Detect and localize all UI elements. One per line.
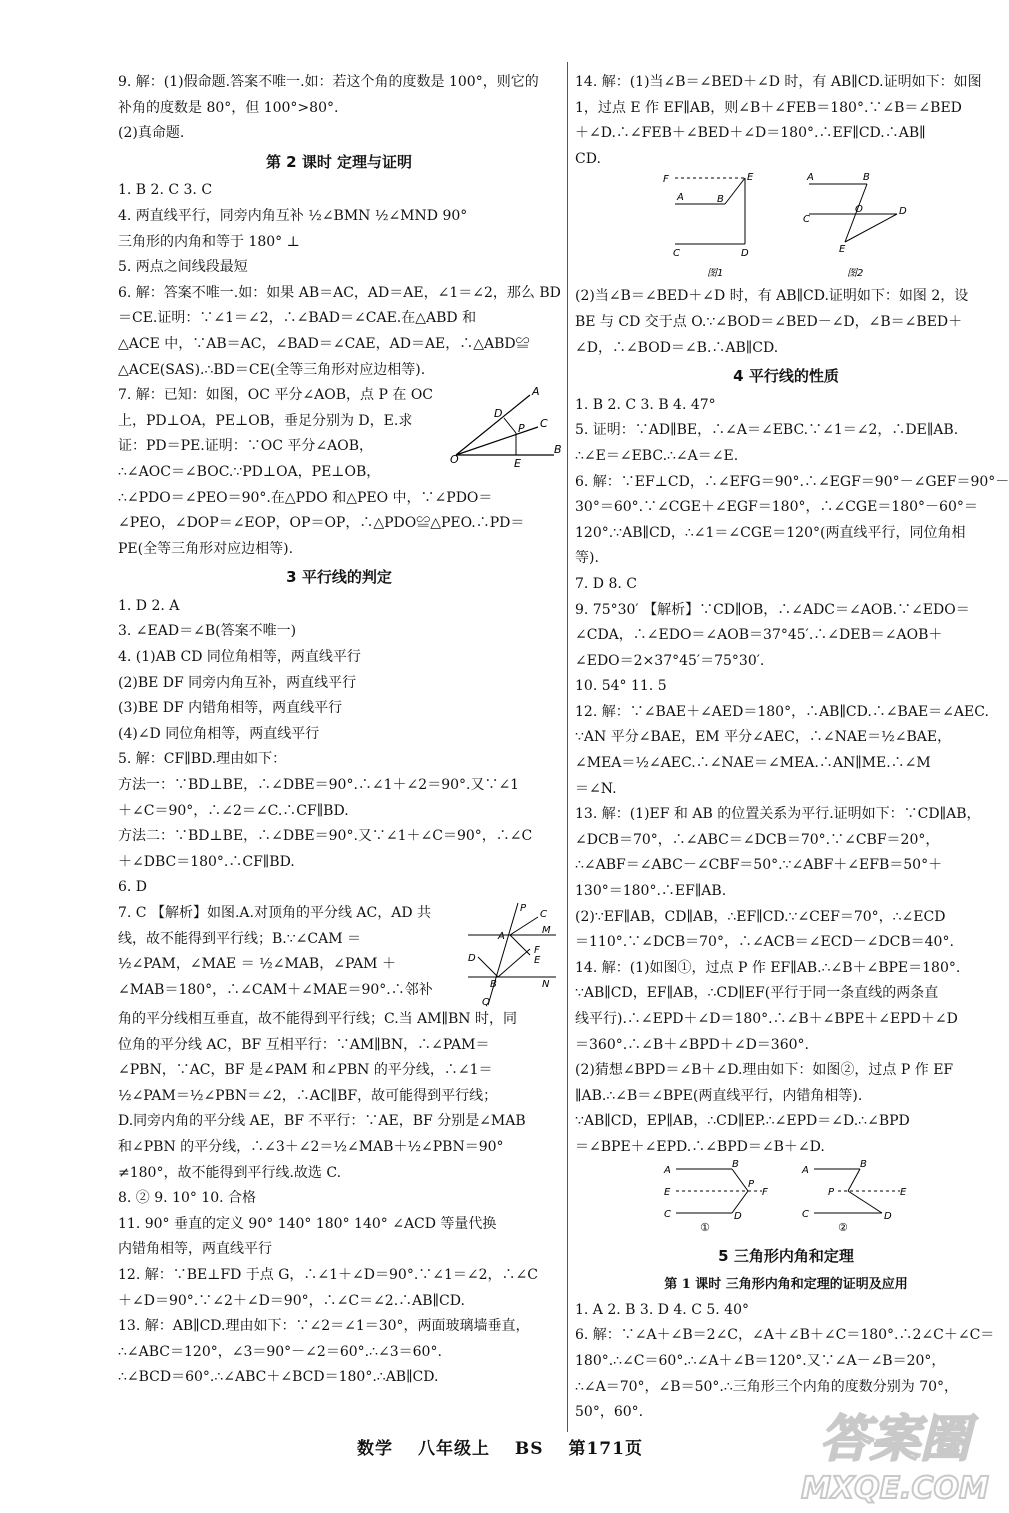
text-line: (3)BE DF 内错角相等，两直线平行: [118, 700, 343, 717]
text-line: 12. 解：∵BE⊥FD 于点 G，∴∠1＋∠D＝90°.∵∠1＝∠2，∴∠C: [118, 1266, 538, 1283]
text-line: 11. 90° 垂直的定义 90° 140° 180° 140° ∠ACD 等量代换: [118, 1215, 497, 1232]
text-line: 12. 解：∵∠BAE＋∠AED＝180°，∴AB∥CD.∴∠BAE＝∠AEC.: [575, 703, 989, 720]
text-line: 50°，60°.: [575, 1404, 644, 1421]
svg-text:P: P: [828, 1186, 835, 1198]
text-line: 6. 解：∵EF⊥CD，∴∠EFG＝90°.∴∠EGF＝90°－∠GEF＝90°－: [575, 473, 1009, 490]
svg-text:D: D: [494, 407, 503, 421]
text-line: PE(全等三角形对应边相等).: [118, 540, 294, 557]
text-line: △ACE 中，∵AB＝AC，∠BAD＝∠CAE，AD＝AE，∴△ABD≌: [118, 335, 530, 352]
svg-text:C: C: [802, 1208, 809, 1220]
footer-page: 第171页: [568, 1439, 643, 1459]
text-line: 9. 75°30′ 【解析】∵CD∥OB，∴∠ADC＝∠AOB.∵∠EDO＝: [575, 601, 970, 618]
svg-text:B: B: [554, 443, 562, 457]
text-line: 1. B 2. C 3. C: [118, 182, 213, 199]
text-line: 7. D 8. C: [575, 575, 638, 592]
text-line: 线平行).∴∠EPD＋∠D＝180°.∴∠B＋∠BPE＋∠EPD＋∠D: [575, 1011, 958, 1027]
figure-row: [575, 172, 997, 284]
answer-block: [575, 393, 1009, 1161]
parallel-figure-2: [801, 172, 911, 284]
text-line: 内错角相等，两直线平行: [118, 1241, 272, 1258]
svg-text:F: F: [534, 945, 540, 956]
svg-text:D: D: [899, 206, 907, 218]
text-line: ∠DCB＝70°，∴∠ABC＝∠DCB＝70°.∵∠CBF＝20°，: [575, 831, 940, 848]
svg-text:A: A: [532, 385, 540, 399]
angle-bisector-figure: [448, 383, 560, 483]
figure-row: [118, 901, 560, 1007]
text-line: ≠180°，故不能得到平行线.故选 C.: [118, 1164, 342, 1181]
text-line: ∴∠E＝∠EBC.∴∠A＝∠E.: [575, 447, 739, 464]
left-column: [118, 70, 560, 1391]
text-line: 补角的度数是 80°，但 100°>80°.: [118, 99, 339, 116]
watermark-url: MXQE.COM: [801, 1471, 989, 1506]
text-line: ∠CDA，∴∠EDO＝∠AOB＝37°45′.∴∠DEB＝∠AOB＋: [575, 627, 943, 644]
text-line: ∠MAB＝180°，∴∠CAM＋∠MAE＝90°.∴邻补: [118, 981, 433, 998]
answer-block: [575, 284, 997, 361]
figure-row: [118, 383, 560, 485]
answer-block: [118, 486, 560, 563]
svg-text:C: C: [673, 248, 680, 260]
svg-text:P: P: [520, 903, 527, 914]
svg-text:P: P: [518, 422, 525, 436]
svg-text:B: B: [732, 1158, 739, 1170]
svg-text:A: A: [807, 172, 814, 184]
text-line: 6. D: [118, 879, 148, 896]
text-line: (2)∵EF∥AB，CD∥AB，∴EF∥CD.∵∠CEF＝70°，∴∠ECD: [575, 908, 946, 925]
svg-text:F: F: [762, 1186, 768, 1198]
text-line: ∠PBN，∵AC，BF 是∠PAM 和∠PBN 的平分线，∴∠1＝: [118, 1062, 493, 1079]
svg-text:N: N: [542, 979, 550, 990]
text-line: 7. C 【解析】如图.A.对顶角的平分线 AC，AD 共: [118, 905, 432, 921]
answer-block: [118, 1007, 560, 1391]
text-line: 30°＝60°.∵∠CGE＋∠EGF＝180°，∴∠CGE＝180°－60°＝: [575, 499, 978, 516]
figure-caption: 图2: [847, 268, 864, 280]
text-line: (2)真命题.: [118, 125, 185, 142]
section-title: 4 平行线的性质: [733, 367, 839, 386]
text-line: 130°＝180°.∴EF∥AB.: [575, 883, 727, 900]
subsection-title: 第 1 课时 三角形内角和定理的证明及应用: [664, 1277, 908, 1293]
text-line: 1. B 2. C 3. B 4. 47°: [575, 396, 716, 413]
text-line: (4)∠D 同位角相等，两直线平行: [118, 725, 320, 742]
text-line: ∠EDO＝2×37°45′＝75°30′.: [575, 652, 765, 669]
svg-text:B: B: [863, 172, 870, 184]
answer-block: [575, 70, 997, 172]
text-line: (2)BE DF 同旁内角互补，两直线平行: [118, 674, 357, 691]
answer-block: [118, 901, 468, 1007]
text-line: ∠PEO，∠DOP＝∠EOP，OP＝OP，∴△PDO≌△PEO.∴PD＝: [118, 515, 525, 532]
svg-text:A: A: [677, 192, 684, 204]
svg-text:A: A: [802, 1164, 809, 1176]
svg-text:P: P: [748, 1178, 755, 1190]
text-line: CD.: [575, 150, 601, 167]
watermark-main: 答案圈: [820, 1410, 970, 1468]
svg-text:C: C: [540, 909, 547, 920]
svg-text:B: B: [860, 1158, 867, 1170]
text-line: ＝∠BPE＋∠EPD.∴∠BPD＝∠B＋∠D.: [575, 1138, 825, 1155]
text-line: 9. 解：(1)假命题.答案不唯一.如：若这个角的度数是 100°，则它的: [118, 74, 539, 90]
text-line: 和∠PBN 的平分线，∴∠3＋∠2＝½∠MAB＋½∠PBN＝90°: [118, 1138, 504, 1155]
turn-angle-figure-2: [800, 1158, 910, 1241]
text-line: 14. 解：(1)如图①，过点 P 作 EF∥AB.∴∠B＋∠BPE＝180°.: [575, 959, 961, 976]
text-line: 10. 54° 11. 5: [575, 678, 667, 695]
text-line: 1. D 2. A: [118, 597, 180, 614]
figure-caption: ①: [700, 1220, 710, 1234]
parallel-figure-1: [661, 172, 771, 284]
text-line: 位角的平分线 AC，BF 互相平行：∵AM∥BN，∴∠PAM＝: [118, 1036, 490, 1053]
text-line: 5. 证明：∵AD∥BE，∴∠A＝∠EBC.∵∠1＝∠2，∴DE∥AB.: [575, 422, 959, 439]
text-line: 5. 两点之间线段最短: [118, 259, 248, 276]
answer-block: [118, 594, 560, 901]
text-line: ＝110°.∵∠DCB＝70°，∴∠ACB＝∠ECD－∠DCB＝40°.: [575, 934, 954, 951]
text-line: ∴∠AOC＝∠BOC.∵PD⊥OA，PE⊥OB，: [118, 463, 381, 480]
text-line: 6. 解：∵∠A＋∠B＝2∠C，∠A＋∠B＋∠C＝180°.∴2∠C＋∠C＝: [575, 1327, 995, 1344]
text-line: 等).: [575, 550, 599, 567]
text-line: 8. ② 9. 10° 10. 合格: [118, 1190, 257, 1207]
bisector-lines-figure: [468, 901, 558, 1007]
text-line: ∠D，∴∠BOD＝∠B.∴AB∥CD.: [575, 339, 779, 356]
text-line: 方法二：∵BD⊥BE，∴∠DBE＝90°.又∵∠1＋∠C＝90°，∴∠C: [118, 828, 533, 845]
text-line: ½∠PAM，∠MAE ＝ ½∠MAB，∠PAM ＋: [118, 956, 396, 973]
text-line: ∠MEA＝½∠AEC.∴∠NAE＝∠MEA.∴AN∥ME.∴∠M: [575, 755, 931, 772]
svg-text:D: D: [734, 1210, 742, 1222]
footer-edition: BS: [514, 1439, 544, 1459]
text-line: ∴∠A＝70°，∠B＝50°.∴三角形三个内角的度数分别为 70°，: [575, 1378, 959, 1395]
svg-text:E: E: [664, 1186, 671, 1198]
svg-text:Q: Q: [482, 997, 490, 1008]
text-line: 4. 两直线平行，同旁内角互补 ½∠BMN ½∠MND 90°: [118, 207, 468, 224]
text-line: ∴∠BCD＝60°.∴∠ABC＋∠BCD＝180°.∴AB∥CD.: [118, 1369, 439, 1386]
text-line: 3. ∠EAD＝∠B(答案不唯一): [118, 623, 297, 640]
watermark-logo: [790, 1398, 1000, 1513]
svg-text:B: B: [490, 979, 497, 990]
svg-text:D: D: [884, 1210, 892, 1222]
svg-text:F: F: [663, 174, 669, 186]
svg-text:D: D: [741, 248, 749, 260]
text-line: 13. 解：(1)EF 和 AB 的位置关系为平行.证明如下：∵CD∥AB，: [575, 806, 981, 823]
answer-block: [118, 70, 560, 147]
text-line: 4. (1)AB CD 同位角相等，两直线平行: [118, 649, 361, 666]
text-line: BE 与 CD 交于点 O.∵∠BOD＝∠BED－∠D，∠B＝∠BED＋: [575, 313, 963, 330]
footer-subject: 数学: [357, 1439, 394, 1459]
svg-text:B: B: [717, 194, 724, 206]
figure-caption: 图1: [707, 268, 724, 280]
text-line: ∴∠PDO＝∠PEO＝90°.在△PDO 和△PEO 中，∵∠PDO＝: [118, 489, 493, 506]
svg-text:O: O: [450, 453, 459, 467]
text-line: (2)猜想∠BPD＝∠B＋∠D.理由如下：如图②，过点 P 作 EF: [575, 1062, 954, 1079]
text-line: ＋∠D.∴∠FEB＋∠BED＋∠D＝180°.∴EF∥CD.∴AB∥: [575, 125, 926, 142]
text-line: ∥AB.∴∠B＝∠BPE(两直线平行，内错角相等).: [575, 1087, 863, 1104]
text-line: ＝360°.∴∠B＋∠BPD＋∠D＝360°.: [575, 1036, 809, 1053]
text-line: 5. 解：CF∥BD.理由如下：: [118, 751, 287, 768]
text-line: 120°.∵AB∥CD，∴∠1＝∠CGE＝120°(两直线平行，同位角相: [575, 524, 966, 541]
svg-text:E: E: [534, 955, 541, 966]
text-line: 13. 解：AB∥CD.理由如下：∵∠2＝∠1＝30°，两面玻璃墙垂直，: [118, 1318, 530, 1335]
text-line: 14. 解：(1)当∠B＝∠BED＋∠D 时，有 AB∥CD.证明如下：如图: [575, 74, 982, 90]
svg-text:D: D: [468, 953, 476, 964]
figure-caption: ②: [838, 1220, 848, 1234]
text-line: △ACE(SAS).∴BD＝CE(全等三角形对应边相等).: [118, 361, 426, 378]
text-line: 180°.∴∠C＝60°.∴∠A＋∠B＝120°.又∵∠A－∠B＝20°，: [575, 1352, 946, 1369]
text-line: ∵AB∥CD，EP∥AB，∴CD∥EP.∴∠EPD＝∠D.∴∠BPD: [575, 1113, 910, 1130]
text-line: D.同旁内角的平分线 AE，BF 不平行：∵AE，BF 分别是∠MAB: [118, 1113, 526, 1130]
svg-text:C: C: [664, 1208, 671, 1220]
svg-text:E: E: [839, 244, 846, 256]
section-title: 第 2 课时 定理与证明: [265, 152, 413, 171]
svg-text:A: A: [664, 1164, 671, 1176]
text-line: 线，故不能得到平行线；B.∵∠CAM ＝: [118, 930, 361, 947]
text-line: 6. 解：答案不唯一.如：如果 AB＝AC，AD＝AE，∠1＝∠2，那么 BD: [118, 284, 561, 301]
text-line: ＋∠DBC＝180°.∴CF∥BD.: [118, 853, 295, 870]
text-line: 角的平分线相互垂直，故不能得到平行线；C.当 AM∥BN 时，同: [118, 1011, 518, 1027]
text-line: 7. 解：已知：如图，OC 平分∠AOB，点 P 在 OC: [118, 387, 434, 404]
text-line: 上，PD⊥OA，PE⊥OB，垂足分别为 D，E.求: [118, 412, 413, 429]
right-column: [575, 70, 1009, 1426]
text-line: ＋∠D＝90°.∵∠2＋∠D＝90°，∴∠C＝∠2.∴AB∥CD.: [118, 1292, 465, 1309]
answer-block: [118, 383, 448, 485]
text-line: 证：PD＝PE.证明：∵OC 平分∠AOB，: [118, 438, 373, 455]
footer-grade: 八年级上: [417, 1439, 490, 1459]
svg-text:C: C: [803, 214, 810, 226]
text-line: ＝CE.证明：∵∠1＝∠2，∴∠BAD＝∠CAE.在△ABD 和: [118, 310, 477, 327]
text-line: ＝∠N.: [575, 780, 617, 797]
text-line: ＋∠C＝90°，∴∠2＝∠C.∴CF∥BD.: [118, 802, 349, 819]
svg-text:C: C: [540, 417, 548, 431]
figure-row: [575, 1158, 997, 1241]
section-title: 5 三角形内角和定理: [718, 1246, 854, 1265]
text-line: (2)当∠B＝∠BED＋∠D 时，有 AB∥CD.证明如下：如图 2，设: [575, 288, 969, 305]
svg-text:E: E: [514, 457, 521, 471]
text-line: ∵AB∥CD，EF∥AB，∴CD∥EF(平行于同一条直线的两条直: [575, 985, 939, 1002]
text-line: 三角形的内角和等于 180° ⊥: [118, 233, 300, 250]
svg-text:A: A: [498, 931, 505, 942]
svg-text:O: O: [855, 204, 863, 216]
text-line: ∴∠ABF＝∠ABC－∠CBF＝50°.∵∠ABF＋∠EFB＝50°＋: [575, 857, 943, 874]
column-divider: [567, 62, 568, 1432]
text-line: 方法一：∵BD⊥BE，∴∠DBE＝90°.∴∠1＋∠2＝90°.又∵∠1: [118, 777, 520, 794]
text-line: 1. A 2. B 3. D 4. C 5. 40°: [575, 1301, 749, 1318]
text-line: ∴∠ABC＝120°，∠3＝90°－∠2＝60°.∴∠3＝60°.: [118, 1343, 442, 1360]
turn-angle-figure-1: [662, 1158, 772, 1241]
svg-text:E: E: [900, 1186, 907, 1198]
answer-block: [118, 178, 560, 383]
text-line: 1，过点 E 作 EF∥AB，则∠B＋∠FEB＝180°.∵∠B＝∠BED: [575, 99, 962, 116]
svg-text:M: M: [542, 925, 551, 936]
svg-text:E: E: [747, 172, 754, 184]
text-line: ∵AN 平分∠BAE，EM 平分∠AEC，∴∠NAE＝½∠BAE，: [575, 729, 952, 746]
section-title: 3 平行线的判定: [286, 568, 392, 587]
text-line: ½∠PAM＝½∠PBN＝∠2，∴AC∥BF，故可能得到平行线；: [118, 1087, 498, 1104]
